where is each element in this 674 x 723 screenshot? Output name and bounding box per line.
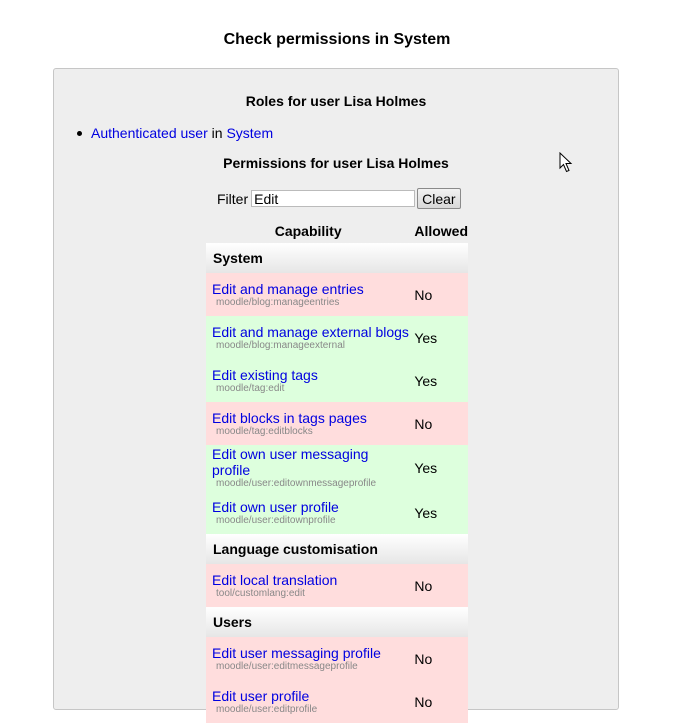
- roles-title: Roles for user Lisa Holmes: [245, 93, 427, 109]
- capability-code: moodle/user:editprofile: [216, 703, 318, 715]
- clear-button[interactable]: Clear: [417, 188, 460, 209]
- allowed-cell: No: [410, 680, 468, 723]
- capability-link[interactable]: Edit blocks in tags pages: [212, 409, 367, 426]
- roles-list: [75, 125, 273, 141]
- capability-code: moodle/blog:manageexternal: [216, 339, 345, 351]
- capability-code: moodle/tag:edit: [216, 382, 285, 394]
- capability-link[interactable]: Edit and manage entries: [212, 280, 364, 297]
- table-row: [206, 564, 468, 607]
- capability-code: moodle/tag:editblocks: [216, 425, 313, 437]
- capability-code: moodle/user:editownprofile: [216, 514, 336, 526]
- capability-code: moodle/blog:manageentries: [216, 296, 340, 308]
- role-in-text: in: [211, 125, 223, 141]
- table-row: [206, 491, 468, 534]
- allowed-cell: No: [410, 273, 468, 316]
- capability-cell: [206, 637, 410, 680]
- capability-code: tool/customlang:edit: [216, 587, 305, 599]
- context-link[interactable]: System: [226, 125, 274, 141]
- page-title: Check permissions in System: [223, 31, 451, 48]
- allowed-column-header: Allowed: [414, 223, 468, 239]
- filter-input[interactable]: [251, 190, 415, 207]
- section-header-row: [206, 534, 468, 564]
- table-row: [206, 402, 468, 445]
- allowed-cell: Yes: [410, 445, 468, 491]
- table-row: [206, 680, 468, 723]
- role-link[interactable]: Authenticated user: [91, 125, 208, 141]
- table-row: [206, 637, 468, 680]
- capability-link[interactable]: Edit own user profile: [212, 498, 339, 515]
- section-name: Language customisation: [206, 534, 468, 564]
- allowed-cell: Yes: [410, 316, 468, 359]
- capability-link[interactable]: Edit user messaging profile: [212, 644, 381, 661]
- capability-column-header: Capability: [274, 223, 342, 239]
- capability-link[interactable]: Edit and manage external blogs: [212, 323, 409, 340]
- table-row: [206, 445, 468, 491]
- capabilities-table: [206, 219, 468, 723]
- capability-link[interactable]: Edit user profile: [212, 687, 310, 704]
- role-item: [75, 125, 273, 141]
- filter-label: Filter: [217, 190, 249, 207]
- section-header-row: [206, 607, 468, 637]
- allowed-cell: No: [410, 564, 468, 607]
- section-header-row: [206, 243, 468, 273]
- capability-link[interactable]: Edit own user messaging profile: [212, 446, 369, 478]
- capability-cell: [206, 445, 410, 491]
- allowed-cell: No: [410, 637, 468, 680]
- capability-cell: [206, 564, 410, 607]
- mouse-pointer-icon: [559, 152, 573, 173]
- permissions-box: [53, 68, 619, 715]
- capability-cell: [206, 359, 410, 402]
- section-name: Users: [206, 607, 468, 637]
- table-row: [206, 359, 468, 402]
- allowed-cell: Yes: [410, 491, 468, 534]
- section-name: System: [206, 243, 468, 273]
- capability-cell: [206, 316, 410, 359]
- filter-bar: [217, 188, 461, 209]
- capability-code: moodle/user:editmessageprofile: [216, 660, 358, 672]
- capability-code: moodle/user:editownmessageprofile: [216, 478, 377, 489]
- permissions-title: Permissions for user Lisa Holmes: [223, 155, 449, 171]
- table-row: [206, 316, 468, 359]
- capability-cell: [206, 402, 410, 445]
- capability-link[interactable]: Edit local translation: [212, 571, 338, 588]
- capability-cell: [206, 680, 410, 723]
- table-header-row: [206, 219, 468, 243]
- capability-cell: [206, 273, 410, 316]
- table-row: [206, 273, 468, 316]
- capabilities-body: [206, 243, 468, 723]
- capability-link[interactable]: Edit existing tags: [212, 366, 318, 383]
- allowed-cell: Yes: [410, 359, 468, 402]
- capability-cell: [206, 491, 410, 534]
- allowed-cell: No: [410, 402, 468, 445]
